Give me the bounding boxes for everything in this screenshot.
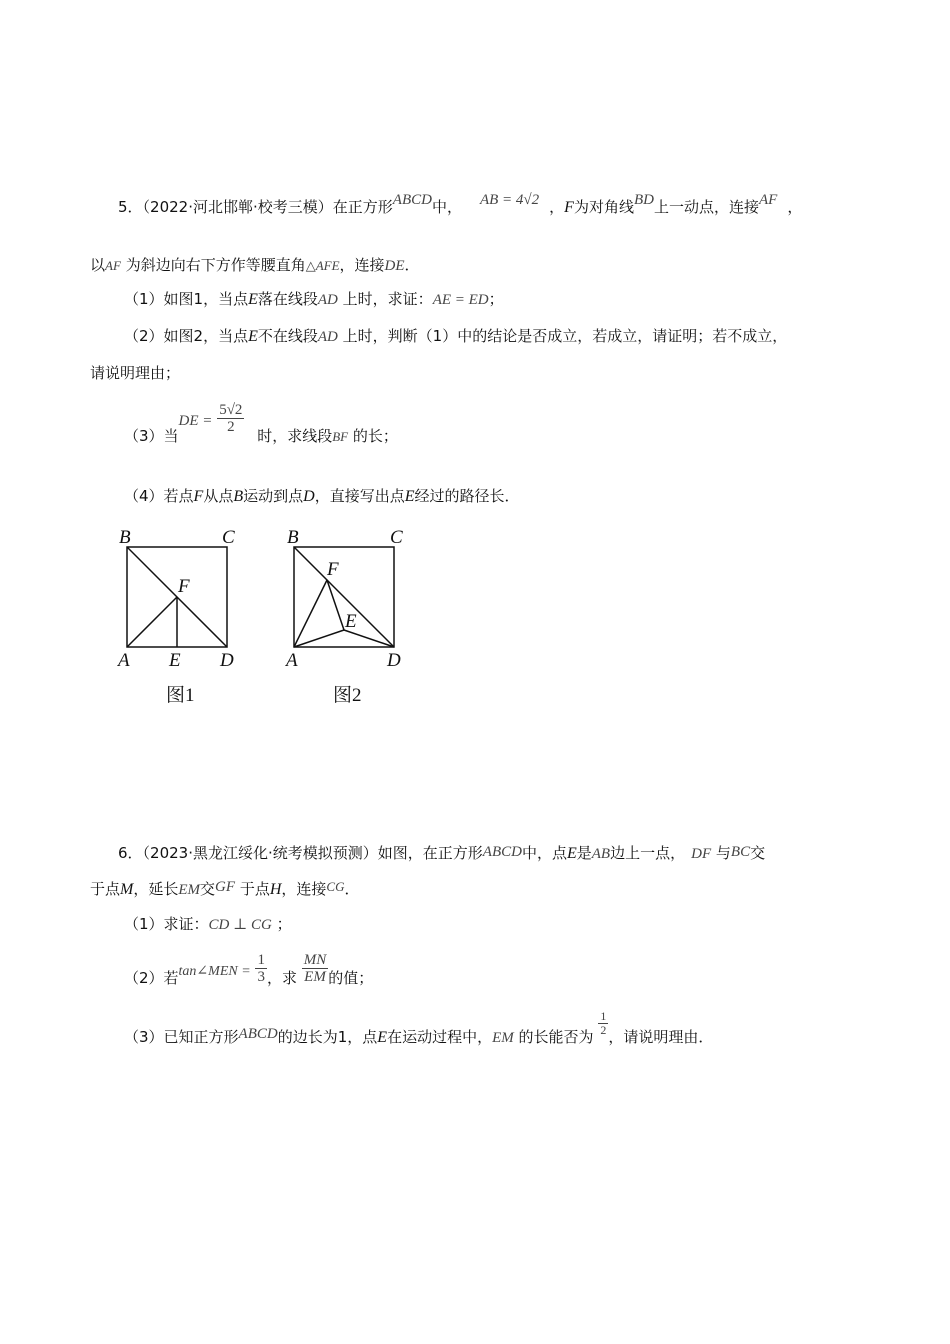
q5-text: ． — [404, 256, 420, 274]
fraction-mn-over-em — [302, 952, 329, 985]
q5-text: ， — [549, 198, 565, 216]
q5-part-2-cont — [90, 362, 950, 383]
math-cd-perp-cg: CD ⊥ CG — [208, 917, 272, 933]
fraction-numerator: 5√2 — [219, 402, 243, 418]
q6-text: 如图，在正方形 — [377, 844, 483, 862]
q6-part-3 — [124, 1009, 950, 1046]
math-em: EM — [492, 1030, 514, 1046]
label-e: E — [169, 650, 181, 671]
fraction-denominator: 2 — [227, 419, 235, 435]
q6-text: 在运动过程中， — [387, 1028, 493, 1046]
q6-number: 6． — [118, 844, 143, 862]
fraction-1-over-3 — [255, 952, 267, 985]
label-a: A — [118, 650, 130, 671]
var-f: F — [564, 199, 574, 216]
q5-line-1 — [118, 192, 878, 217]
label-c: C — [222, 527, 235, 548]
label-f: F — [327, 559, 339, 580]
math-ae-eq-ed: AE = ED — [432, 292, 489, 308]
diagonal-bd — [294, 547, 394, 647]
math-gf: GF — [215, 879, 236, 895]
q5-text: ； — [488, 290, 504, 308]
label-e: E — [345, 611, 357, 632]
figure-2 — [294, 547, 394, 647]
q5-part-4 — [124, 485, 950, 506]
q5-text: ，连接 — [339, 256, 385, 274]
fraction-5root2-over-2 — [217, 402, 244, 435]
q6-line-2 — [90, 878, 950, 899]
math-bf: BF — [332, 429, 349, 444]
q5-text: ，直接写出点 — [314, 487, 405, 505]
math-ad: AD — [317, 292, 338, 308]
q6-text: （3）已知正方形 — [124, 1028, 239, 1046]
caption-fig1: 图1 — [166, 685, 195, 706]
math-cg: CG — [326, 879, 345, 894]
fraction-numerator: 1 — [257, 952, 265, 968]
q5-text: 为斜边向右下方作等腰直角 — [125, 256, 306, 274]
q5-text: （1）如图1，当点 — [124, 290, 249, 308]
q5-line-2 — [90, 254, 950, 275]
q6-text: ，请说明理由． — [608, 1028, 714, 1046]
fraction-denominator: 3 — [257, 969, 265, 985]
q5-text: （3）当 — [124, 427, 179, 445]
q6-source: （2023·黑龙江绥化·统考模拟预测） — [142, 844, 378, 862]
q6-text: （1）求证： — [124, 915, 209, 933]
q5-part-2 — [124, 325, 950, 346]
q5-text: 在正方形 — [332, 198, 393, 216]
q6-text: 边上一点， — [610, 844, 686, 862]
figure-1 — [127, 547, 227, 647]
q6-text: 交 — [750, 844, 766, 862]
label-f: F — [178, 576, 190, 597]
q6-text: ，延长 — [133, 880, 179, 898]
q6-line-1 — [118, 842, 878, 863]
math-abcd: ABCD — [482, 844, 522, 860]
q6-text: ，连接 — [281, 880, 327, 898]
math-bc: BC — [730, 844, 751, 860]
label-d: D — [220, 650, 234, 671]
q5-part-3 — [124, 398, 950, 445]
fraction-denominator: 2 — [600, 1023, 607, 1037]
q6-part-1 — [124, 913, 950, 934]
label-c: C — [390, 527, 403, 548]
q5-text: （2）如图2，当点 — [124, 327, 249, 345]
q6-text: （2）若 — [124, 969, 179, 987]
q6-text: ，求 — [266, 969, 297, 987]
q5-number: 5． — [118, 198, 143, 216]
math-de-eq: DE = — [178, 413, 213, 429]
q5-text: 以 — [90, 256, 106, 274]
math-df: DF — [691, 846, 712, 862]
q6-text: ． — [344, 880, 360, 898]
math-tan-men: tan∠MEN = — [178, 964, 251, 979]
q6-text: 于点 — [239, 880, 270, 898]
q6-text: 于点 — [90, 880, 121, 898]
math-de: DE — [384, 258, 405, 274]
q5-text: 的长； — [352, 427, 398, 445]
q5-text: 经过的路径长． — [414, 487, 520, 505]
var-d: D — [303, 488, 315, 505]
q6-text: 中，点 — [521, 844, 567, 862]
math-ab: AB — [591, 846, 611, 862]
q5-text: 从点 — [203, 487, 234, 505]
q6-text: 的长能否为 — [518, 1028, 594, 1046]
q5-text: 上时，求证： — [342, 290, 433, 308]
q5-text: 上时，判断（1）中的结论是否成立，若成立，请证明；若不成立， — [342, 327, 788, 345]
q5-text: 时，求线段 — [257, 427, 333, 445]
math-abcd: ABCD — [392, 192, 432, 208]
q6-text: ； — [276, 915, 292, 933]
q5-text: 运动到点 — [243, 487, 304, 505]
var-e: E — [404, 488, 415, 505]
q6-text: 的值； — [328, 969, 374, 987]
q5-text: 落在线段 — [257, 290, 318, 308]
math-ab-eq: AB = 4√2 — [479, 192, 540, 208]
var-f: F — [193, 488, 204, 505]
var-e: E — [248, 328, 258, 345]
q5-text: 上一动点，连接 — [653, 198, 759, 216]
var-e: E — [377, 1029, 388, 1046]
label-d: D — [387, 650, 401, 671]
math-af: AF — [758, 192, 778, 208]
math-ad: AD — [317, 329, 338, 345]
q5-text: 请说明理由； — [90, 364, 181, 382]
q5-text: 为对角线 — [573, 198, 634, 216]
math-af: AF — [105, 258, 121, 273]
segment-af — [127, 597, 177, 647]
math-triangle-afe: △AFE — [305, 258, 340, 273]
var-e: E — [248, 291, 258, 308]
var-b: B — [233, 488, 244, 505]
var-e: E — [566, 845, 577, 862]
q5-text: ， — [787, 198, 803, 216]
q6-text: 与 — [715, 844, 731, 862]
fraction-numerator: MN — [303, 952, 327, 968]
math-abcd: ABCD — [238, 1026, 278, 1042]
q5-text: 不在线段 — [257, 327, 318, 345]
fraction-numerator: 1 — [600, 1009, 607, 1023]
caption-fig2: 图2 — [333, 685, 362, 706]
q5-text: （4）若点 — [124, 487, 194, 505]
math-em: EM — [178, 882, 201, 898]
fraction-denominator: EM — [304, 969, 326, 985]
q6-text: ，点 — [347, 1028, 378, 1046]
label-b: B — [119, 527, 131, 548]
math-bd: BD — [633, 192, 654, 208]
q5-part-1 — [124, 288, 950, 309]
q5-source: （2022·河北邯郸·校考三模） — [142, 198, 333, 216]
var-h: H — [269, 881, 282, 898]
label-b: B — [287, 527, 299, 548]
fraction-1-over-2 — [598, 1010, 608, 1037]
var-m: M — [120, 881, 134, 898]
figures — [0, 520, 950, 720]
q6-part-2 — [124, 950, 950, 987]
label-a: A — [286, 650, 298, 671]
q6-text: 交 — [200, 880, 216, 898]
q5-text: 中， — [431, 198, 462, 216]
q6-side-length: 1 — [337, 1028, 348, 1046]
q6-text: 是 — [576, 844, 592, 862]
q6-text: 的边长为 — [277, 1028, 338, 1046]
